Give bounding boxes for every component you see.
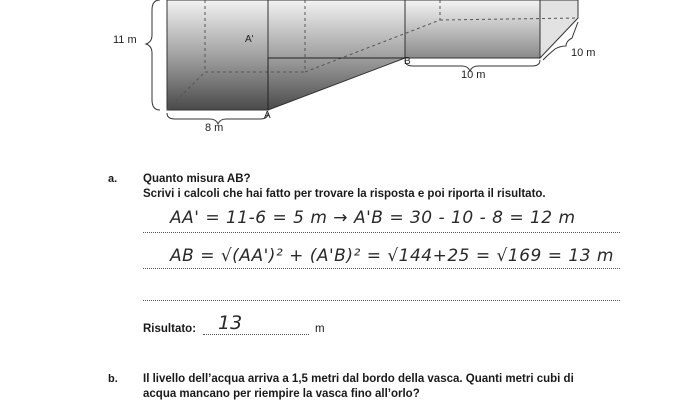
question-a-title: Quanto misura AB? xyxy=(143,173,251,185)
middle-length-label: 10 m xyxy=(461,69,486,81)
handwritten-answer-line-2: AB = √(AA')² + (A'B)² = √144+25 = √169 = 13 m xyxy=(170,246,614,266)
point-a-label: A xyxy=(264,110,271,121)
result-line xyxy=(203,334,309,335)
point-a-prime-label: A' xyxy=(245,34,254,45)
answer-line-3 xyxy=(143,300,620,301)
question-b-line-1: Il livello dell’acqua arriva a 1,5 metri dal bordo della vasca. Quanti metri cubi di xyxy=(143,373,574,385)
point-b-label: B xyxy=(404,56,411,67)
answer-line-2 xyxy=(143,268,620,269)
question-b-line-2: acqua mancano per riempire la vasca fino all’orlo? xyxy=(143,388,420,400)
result-value: 13 xyxy=(218,312,243,334)
handwritten-answer-line-1: AA' = 11-6 = 5 m → A'B = 30 - 10 - 8 = 12 m xyxy=(170,208,576,228)
width-label: 10 m xyxy=(571,47,596,59)
height-label: 11 m xyxy=(113,34,137,46)
pool-figure xyxy=(0,0,677,140)
question-b-letter: b. xyxy=(108,373,118,385)
pool-diagram xyxy=(0,0,677,140)
question-a-letter: a. xyxy=(108,173,118,185)
answer-line-1 xyxy=(143,232,620,233)
bottom-length-label: 8 m xyxy=(205,122,224,134)
result-label: Risultato: xyxy=(143,323,197,335)
question-a-instructions: Scrivi i calcoli che hai fatto per trovare la risposta e poi riporta il risultato. xyxy=(143,188,546,200)
result-unit: m xyxy=(315,323,325,335)
